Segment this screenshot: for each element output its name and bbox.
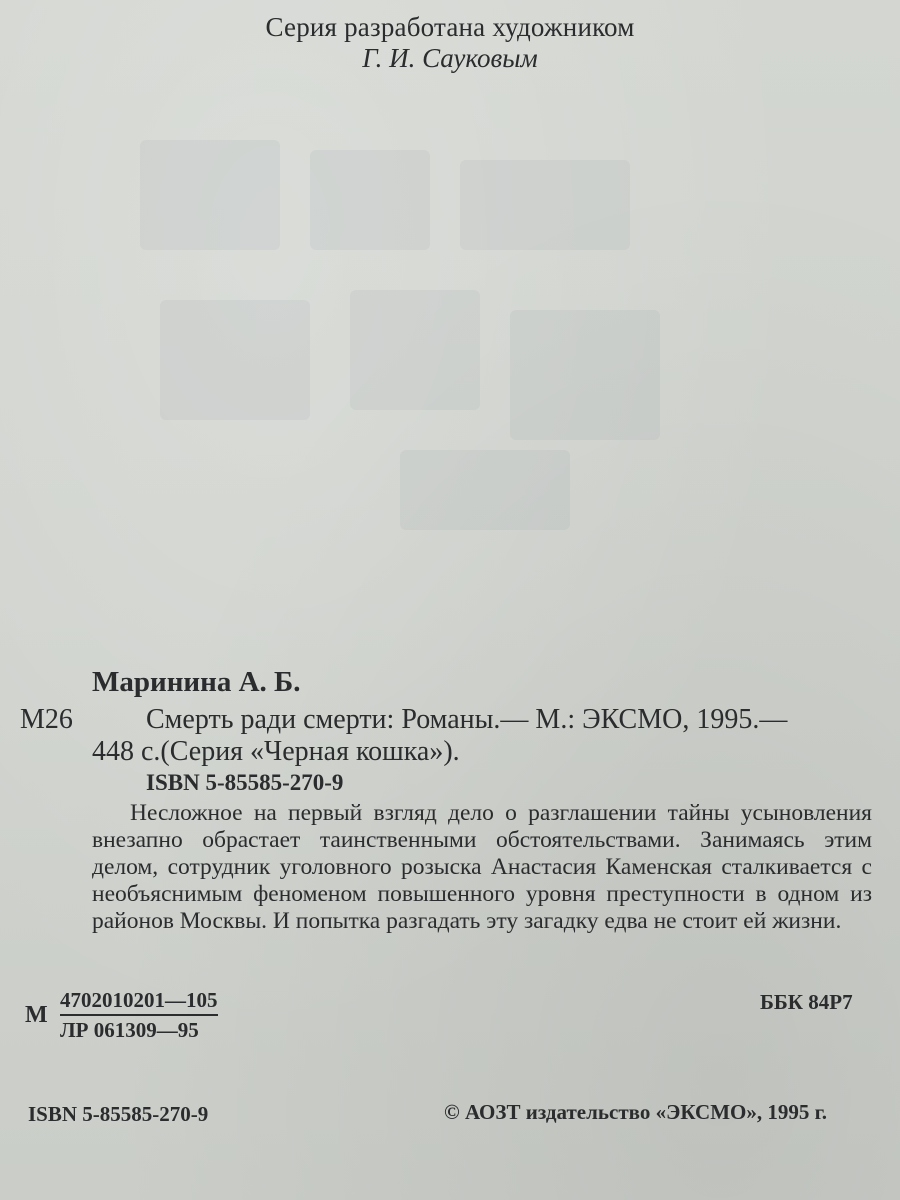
- m-letter: М: [25, 1002, 48, 1028]
- show-through-print: [120, 120, 680, 540]
- title-line: Смерть ради смерти: Романы.— М.: ЭКСМО, 1995.—: [146, 704, 788, 735]
- bbk-code: ББК 84Р7: [760, 990, 853, 1014]
- artist-name: Г. И. Сауковым: [362, 43, 538, 73]
- code-numerator: 4702010201—105: [60, 988, 218, 1016]
- publisher-code-fraction: [60, 988, 218, 1043]
- index-code: М26: [20, 704, 73, 735]
- author-name: Маринина А. Б.: [92, 666, 301, 698]
- isbn-line: ISBN 5-85585-270-9: [146, 770, 344, 795]
- bottom-isbn: ISBN 5-85585-270-9: [28, 1102, 209, 1126]
- annotation: [92, 800, 872, 935]
- annotation-text: Несложное на первый взгляд дело о разглашении тайны усыновления внезапно обрастает таинственными обстоятельствами. Занимаясь этим делом, сотрудник уголовного розыска Анастасия Каменская сталкивается с необъяснимым феноменом повышенного уровня преступности в одном из районов Москвы. И попытка разгадать эту загадку едва не стоит ей жизни.: [92, 800, 872, 934]
- copyright-notice: © АОЗТ издательство «ЭКСМО», 1995 г.: [444, 1100, 828, 1124]
- series-credit: Серия разработана художником: [265, 12, 635, 42]
- code-denominator: ЛР 061309—95: [60, 1018, 199, 1042]
- pages-line: 448 с.(Серия «Черная кошка»).: [92, 736, 460, 767]
